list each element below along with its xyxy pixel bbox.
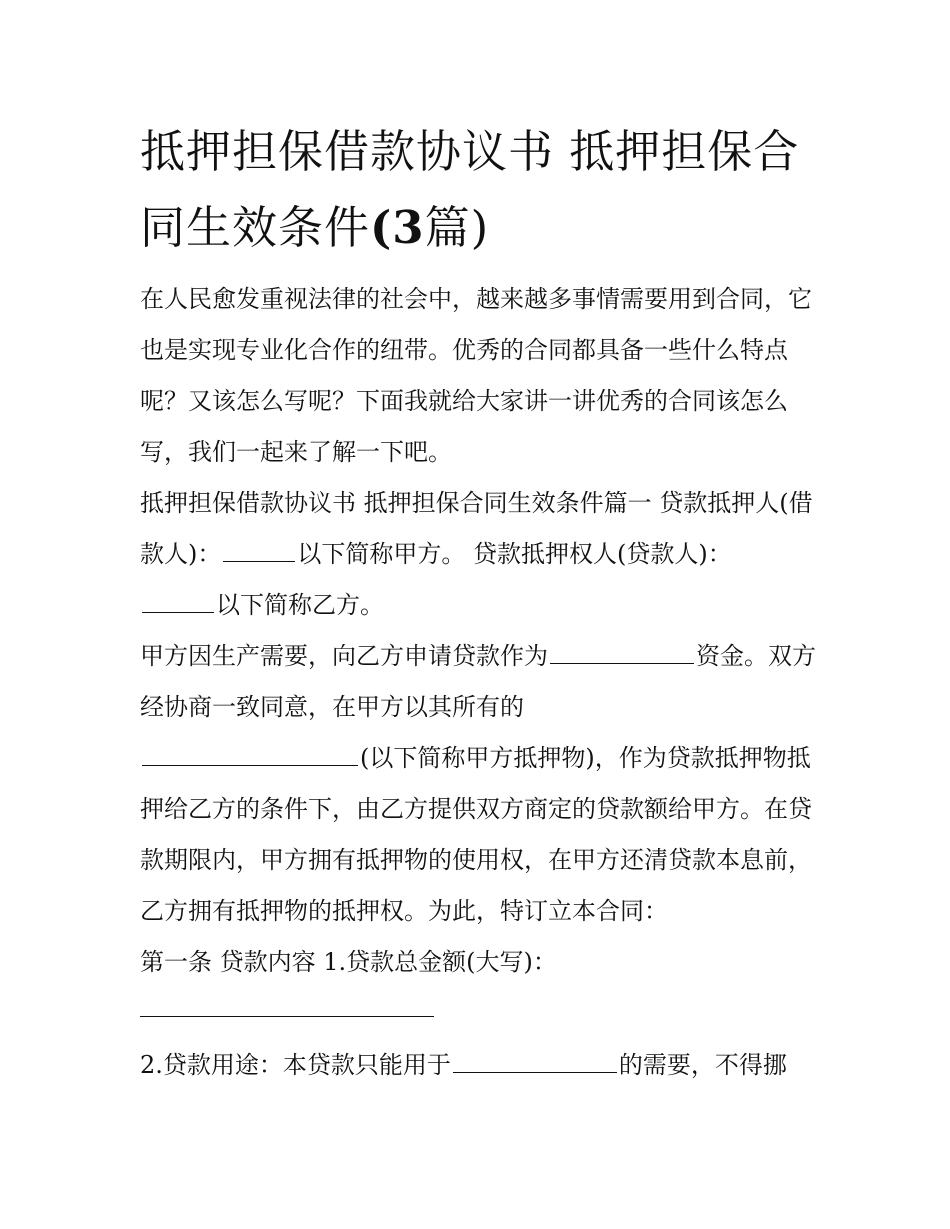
borrower-blank bbox=[223, 539, 295, 562]
purpose-paragraph bbox=[140, 631, 820, 937]
parties-text-1: 抵押担保借款协议书 抵押担保合同生效条件篇一 贷款抵押人(借款人)： bbox=[140, 489, 813, 568]
lender-blank bbox=[142, 590, 214, 613]
title-count: (3 bbox=[370, 201, 425, 254]
title-text: 抵押担保借款协议书 抵押担保合同生效条件 bbox=[140, 125, 800, 254]
loan-use-text-1: 2.贷款用途：本贷款只能用于 bbox=[140, 1051, 451, 1079]
document-title bbox=[140, 114, 820, 266]
fund-purpose-blank bbox=[550, 641, 694, 664]
loan-use-paragraph bbox=[140, 1040, 820, 1091]
loan-use-blank bbox=[453, 1050, 617, 1073]
purpose-text-1: 甲方因生产需要，向乙方申请贷款作为 bbox=[140, 642, 548, 670]
purpose-text-2: 资金。双方经协商一致同意，在甲方以其所有的 bbox=[140, 642, 816, 721]
collateral-blank bbox=[142, 743, 358, 766]
title-suffix: 篇) bbox=[424, 201, 490, 254]
article-one-text: 第一条 贷款内容 1.贷款总金额(大写)： bbox=[140, 948, 557, 976]
intro-paragraph: 在人民愈发重视法律的社会中，越来越多事情需要用到合同，它也是实现专业化合作的纽带。优秀的合同都具备一些什么特点呢？又该怎么写呢？下面我就给大家讲一讲优秀的合同该怎么写，我们一起来了解一下吧。 bbox=[140, 285, 812, 466]
loan-use-text-2: 的需要，不得挪 bbox=[618, 1051, 787, 1079]
loan-amount-blank bbox=[140, 988, 434, 1017]
purpose-text-3: (以下简称甲方抵押物)，作为贷款抵押物抵押给乙方的条件下，由乙方提供双方商定的贷款额给甲方。在贷款期限内，甲方拥有抵押物的使用权，在甲方还清贷款本息前，乙方拥有抵押物的抵押权。为此，特订立本合同： bbox=[140, 744, 812, 925]
document-body bbox=[140, 274, 820, 1091]
parties-text-3: 以下简称乙方。 bbox=[216, 591, 384, 619]
parties-text-2: 以下简称甲方。 贷款抵押权人(贷款人)： bbox=[297, 540, 732, 568]
parties-paragraph bbox=[140, 478, 820, 631]
article-one-paragraph bbox=[140, 937, 820, 988]
